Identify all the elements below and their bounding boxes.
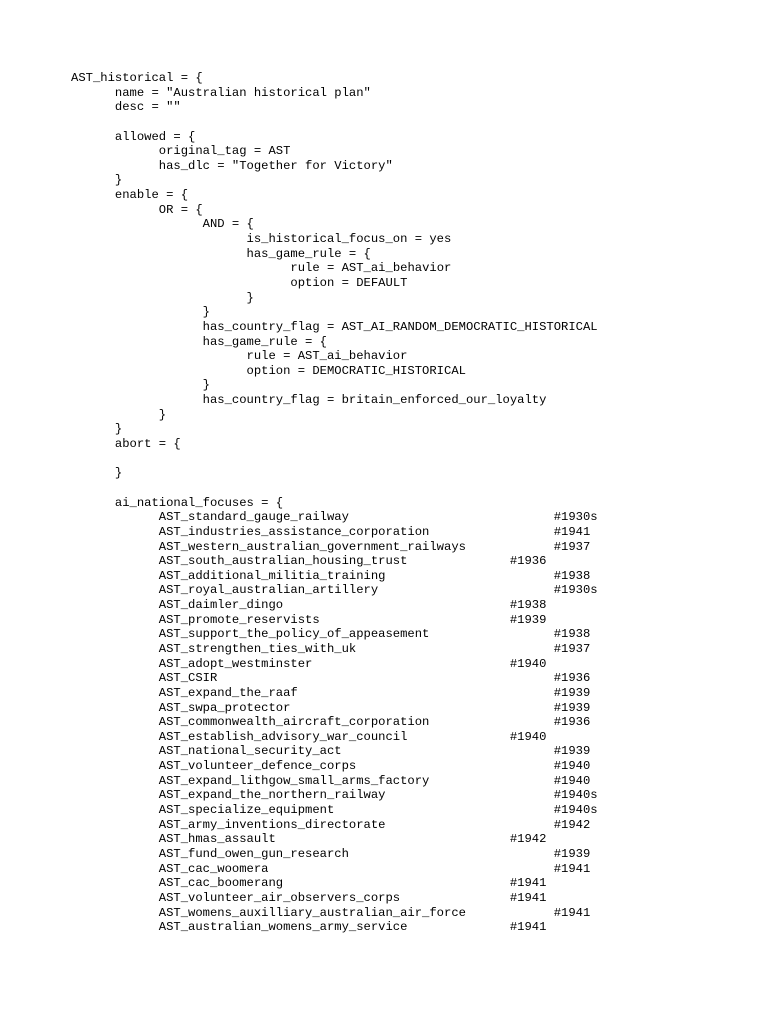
code-line: ai_national_focuses = { bbox=[71, 495, 284, 510]
code-line: name = "Australian historical plan" bbox=[71, 85, 371, 100]
code-line: AST_western_australian_government_railways #1937 bbox=[71, 539, 591, 554]
code-line: AST_hmas_assault #1942 bbox=[71, 832, 547, 847]
code-line: AST_expand_the_raaf #1939 bbox=[71, 685, 591, 700]
code-line: desc = "" bbox=[71, 100, 181, 115]
code-line: } bbox=[71, 466, 123, 481]
code-line: original_tag = AST bbox=[71, 144, 291, 159]
code-line: AST_australian_womens_army_service #1941 bbox=[71, 920, 547, 935]
code-line: AST_adopt_westminster #1940 bbox=[71, 656, 547, 671]
code-line: AST_fund_owen_gun_research #1939 bbox=[71, 846, 591, 861]
code-line: AST_daimler_dingo #1938 bbox=[71, 598, 547, 613]
code-line: AST_cac_woomera #1941 bbox=[71, 861, 591, 876]
code-line bbox=[71, 481, 598, 496]
code-line: AST_volunteer_defence_corps #1940 bbox=[71, 759, 591, 774]
code-line: AST_support_the_policy_of_appeasement #1938 bbox=[71, 627, 591, 642]
code-line: has_game_rule = { bbox=[71, 246, 371, 261]
code-line: AST_womens_auxilliary_australian_air_force #1941 bbox=[71, 905, 591, 920]
code-line: AST_industries_assistance_corporation #1941 bbox=[71, 524, 591, 539]
code-line: AST_specialize_equipment #1940s bbox=[71, 803, 598, 818]
code-line: AST_expand_lithgow_small_arms_factory #1940 bbox=[71, 773, 591, 788]
code-line: option = DEFAULT bbox=[71, 275, 408, 290]
code-line: OR = { bbox=[71, 202, 203, 217]
code-line: AST_south_australian_housing_trust #1936 bbox=[71, 554, 547, 569]
code-line: has_country_flag = AST_AI_RANDOM_DEMOCRATIC_HISTORICAL bbox=[71, 319, 598, 334]
code-line: } bbox=[71, 422, 123, 437]
code-line: AST_standard_gauge_railway #1930s bbox=[71, 510, 598, 525]
code-line: abort = { bbox=[71, 437, 181, 452]
code-line: } bbox=[71, 290, 254, 305]
code-line: AST_commonwealth_aircraft_corporation #1936 bbox=[71, 715, 591, 730]
code-line: has_dlc = "Together for Victory" bbox=[71, 158, 393, 173]
code-line bbox=[71, 115, 598, 130]
code-line: AST_cac_boomerang #1941 bbox=[71, 876, 547, 891]
code-line: AST_additional_militia_training #1938 bbox=[71, 568, 591, 583]
code-line: AST_army_inventions_directorate #1942 bbox=[71, 817, 591, 832]
code-line: AST_establish_advisory_war_council #1940 bbox=[71, 729, 547, 744]
code-document bbox=[71, 71, 598, 935]
code-line: has_country_flag = britain_enforced_our_loyalty bbox=[71, 393, 547, 408]
code-line: AST_promote_reservists #1939 bbox=[71, 612, 547, 627]
code-line: rule = AST_ai_behavior bbox=[71, 261, 452, 276]
code-line: } bbox=[71, 407, 167, 422]
code-line: option = DEMOCRATIC_HISTORICAL bbox=[71, 363, 466, 378]
code-line: AST_swpa_protector #1939 bbox=[71, 700, 591, 715]
code-line: } bbox=[71, 173, 123, 188]
code-line: AST_volunteer_air_observers_corps #1941 bbox=[71, 890, 547, 905]
code-line: AST_national_security_act #1939 bbox=[71, 744, 591, 759]
code-line: enable = { bbox=[71, 188, 189, 203]
code-line: has_game_rule = { bbox=[71, 334, 327, 349]
code-line bbox=[71, 452, 598, 467]
code-line: AND = { bbox=[71, 217, 254, 232]
code-line: } bbox=[71, 305, 210, 320]
code-line: AST_royal_australian_artillery #1930s bbox=[71, 583, 598, 598]
code-line: is_historical_focus_on = yes bbox=[71, 232, 452, 247]
code-line: AST_historical = { bbox=[71, 71, 203, 85]
code-line: AST_strengthen_ties_with_uk #1937 bbox=[71, 641, 591, 656]
code-line: AST_expand_the_northern_railway #1940s bbox=[71, 788, 598, 803]
code-line: allowed = { bbox=[71, 129, 196, 144]
code-line: rule = AST_ai_behavior bbox=[71, 349, 408, 364]
code-line: } bbox=[71, 378, 210, 393]
code-line: AST_CSIR #1936 bbox=[71, 671, 591, 686]
